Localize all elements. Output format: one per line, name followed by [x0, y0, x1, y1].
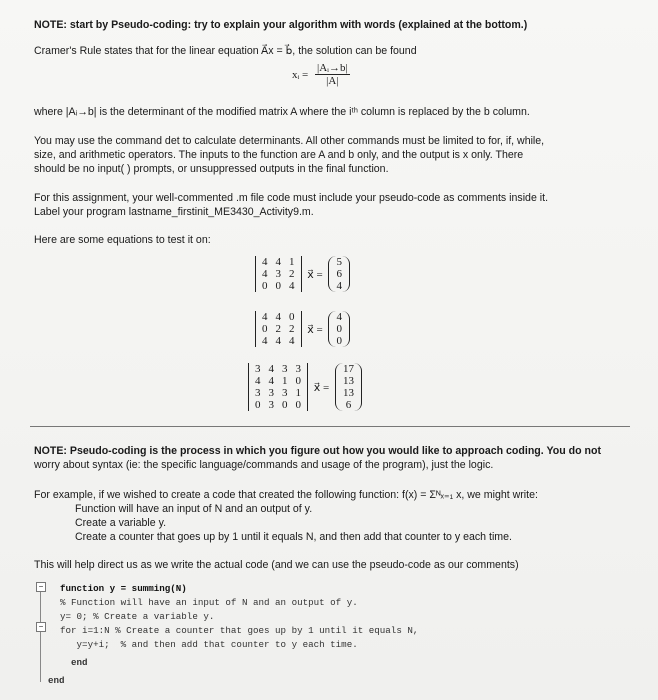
det-para-2: size, and arithmetic operators. The inputs to the function are A and b only, and the output is x only. There: [34, 149, 524, 161]
equation-2: 4 4 0 0 2 2 4 4 4 x⃗ = 4 0 0: [255, 311, 350, 347]
code-line-6: end: [60, 657, 88, 668]
note2-line-2: worry about syntax (ie: the specific language/commands and usage of the program), just the logic.: [34, 459, 494, 471]
formula-denominator: |A|: [326, 75, 339, 87]
assign-para-2: Label your program lastname_firstinit_ME3430_Activity9.m.: [34, 206, 314, 218]
collapse-icon: −: [36, 622, 46, 632]
code-line-7: end: [48, 675, 65, 686]
code-line-1: function y = summing(N): [60, 583, 187, 594]
divider: [30, 426, 630, 427]
formula-lhs: xᵢ =: [292, 68, 309, 81]
collapse-icon: −: [36, 582, 46, 592]
where-line: where |Aᵢ→b| is the determinant of the modified matrix A where the iᵗʰ column is replaced by the b column.: [34, 106, 530, 118]
example-intro: For example, if we wished to create a code that created the following function: f(x) = Σᴺₓ₌₁ x, we might write:: [34, 489, 538, 501]
code-fold-line: [40, 592, 41, 682]
note-title: NOTE: start by Pseudo-coding: try to explain your algorithm with words (explained at the bottom.): [34, 19, 528, 31]
det-para-1: You may use the command det to calculate determinants. All other commands must be limited to for, if, while,: [34, 135, 545, 147]
cramer-formula: [292, 62, 350, 87]
code-line-3: y= 0; % Create a variable y.: [60, 611, 215, 622]
example-step-1: Function will have an input of N and an output of y.: [75, 503, 313, 515]
note2-line-1: NOTE: Pseudo-coding is the process in which you figure out how you would like to approach coding. You do not: [34, 445, 601, 457]
equation-3: 3 4 3 3 4 4 1 0 3 3 3 1 0 3 0 0 x⃗ = 17 13 13 6: [248, 363, 362, 411]
example-step-3: Create a counter that goes up by 1 until it equals N, and then add that counter to y each time.: [75, 531, 512, 543]
code-line-5: y=y+i; % and then add that counter to y each time.: [60, 639, 358, 650]
equation-1: 4 4 1 4 3 2 0 0 4 x⃗ = 5 6 4: [255, 256, 350, 292]
cramer-rule-line: Cramer's Rule states that for the linear equation A⃗x = b⃗, the solution can be found: [34, 45, 417, 57]
assign-para-1: For this assignment, your well-commented .m file code must include your pseudo-code as comments inside it.: [34, 192, 549, 204]
det-para-3: should be no input( ) prompts, or unsuppressed outputs in the final function.: [34, 163, 389, 175]
formula-numerator: |Aᵢ→b|: [317, 62, 348, 74]
test-intro: Here are some equations to test it on:: [34, 234, 211, 246]
code-line-2: % Function will have an input of N and an output of y.: [60, 597, 358, 608]
direct-line: This will help direct us as we write the actual code (and we can use the pseudo-code as our comments): [34, 559, 519, 571]
code-line-4: for i=1:N % Create a counter that goes up by 1 until it equals N,: [60, 625, 419, 636]
example-step-2: Create a variable y.: [75, 517, 167, 529]
